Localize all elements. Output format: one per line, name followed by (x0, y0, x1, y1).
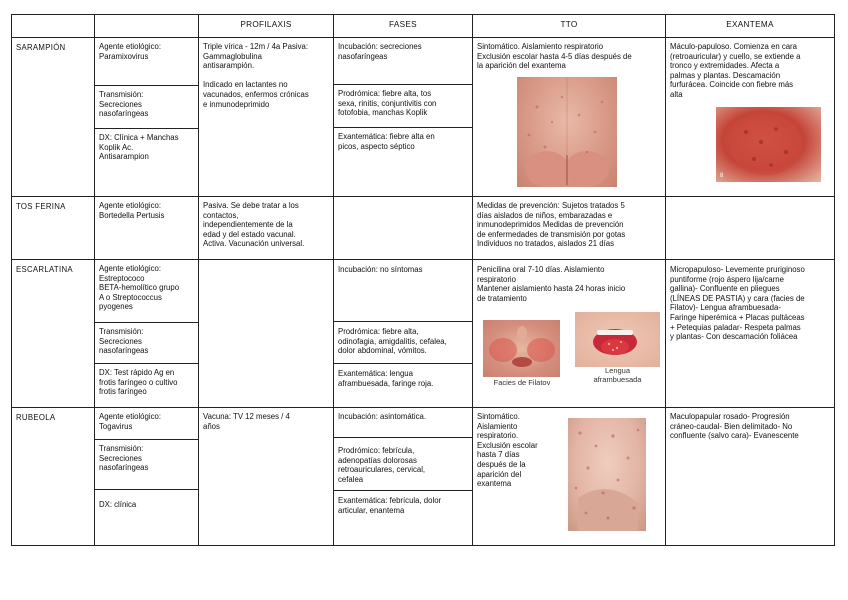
header-fases: FASES (389, 20, 417, 29)
escarlatina-transmision: Transmisión: Secreciones nasofaríngeas (99, 327, 149, 356)
disease-name-escarlatina: ESCARLATINA (16, 265, 73, 274)
rubeola-profilaxis: Vacuna: TV 12 meses / 4 años (203, 412, 290, 431)
rubella-skin-illustration (568, 418, 646, 531)
measles-back-illustration (517, 77, 617, 187)
rubella-skin-photo (568, 418, 646, 531)
measles-face-illustration (716, 107, 821, 182)
disease-name-tos-ferina: TOS FERINA (16, 202, 66, 211)
photo-mark: 8 (720, 173, 724, 179)
tos-ferina-agente: Agente etiológico: Bortedella Pertusis (99, 201, 165, 220)
raspberry-tongue-illustration (575, 312, 660, 367)
tongue-caption: Lengua aframbuesada (593, 366, 642, 384)
disease-name-rubeola: RUBEOLA (16, 413, 56, 422)
sarampion-exantema: Máculo-papuloso. Comienza en cara (retroauricular) y cuello, se extiende a tronco y extremidades. Afecta a palmas y plantas. Descamación furfurácea. Coincide con fiebre más alta (670, 42, 801, 99)
escarlatina-dx: DX: Test rápido Ag en frotis faríngeo o cultivo frotis faríngeo (99, 368, 178, 397)
disease-name-sarampion: SARAMPIÓN (16, 43, 66, 52)
header-profilaxis: PROFILAXIS (240, 20, 292, 29)
sarampion-prodromica: Prodrómica: fiebre alta, tos sexa, rinitis, conjuntivitis con fotofobia, manchas Koplik (338, 89, 437, 118)
sarampion-incubacion: Incubación: secreciones nasofaríngeas (338, 42, 422, 61)
rubeola-dx: DX: clínica (99, 500, 137, 509)
rubeola-transmision: Transmisión: Secreciones nasofaríngeas (99, 444, 149, 473)
escarlatina-exantematica: Exantemática: lengua aframbuesada, faringe roja. (338, 369, 434, 388)
sarampion-transmision: Transmisión: Secreciones nasofaríngeas (99, 90, 149, 119)
sarampion-agente: Agente etiológico: Paramixovirus (99, 42, 161, 61)
sarampion-tto: Sintomático. Aislamiento respiratorio Exclusión escolar hasta 4-5 días después de la aparición del exantema (477, 42, 632, 71)
escarlatina-tto: Penicilina oral 7-10 días. Aislamiento respiratorio Mantener aislamiento hasta 24 horas inicio de tratamiento (477, 265, 626, 303)
rubeola-prodromico: Prodrómico: febrícula, adenopatías dolorosas retroauriculares, cervical, cefalea (338, 446, 426, 484)
rubeola-exantema: Maculopapular rosado- Progresión cráneo-caudal- Bien delimitado- No confluente (salvo cara)- Evanescente (670, 412, 799, 441)
escarlatina-agente: Agente etiológico: Estreptococo BETA-hemolítico grupo A o Streptococcus pyogenes (99, 264, 180, 312)
rubeola-agente: Agente etiológico: Togavirus (99, 412, 161, 431)
tos-ferina-profilaxis: Pasiva. Se debe tratar a los contactos, independientemente de la edad y del estado vacunal. Activa. Vacunación universal. (203, 201, 305, 249)
escarlatina-incubacion: Incubación: no síntomas (338, 265, 423, 274)
raspberry-tongue-photo (575, 312, 660, 367)
rubeola-incubacion: Incubación: asintomática. (338, 412, 426, 421)
filatov-facies-illustration (483, 320, 560, 377)
escarlatina-prodromica: Prodrómica: fiebre alta, odinofagia, amigdalitis, cefalea, dolor abdominal, vómitos. (338, 327, 447, 356)
sarampion-exantematica: Exantemática: fiebre alta en picos, aspecto séptico (338, 132, 435, 151)
filatov-caption: Facies de Filatov (493, 378, 551, 387)
filatov-facies-photo (483, 320, 560, 377)
measles-back-photo (517, 77, 617, 187)
sarampion-dx: DX: Clínica + Manchas Koplik Ac. Antisarampion (99, 133, 179, 162)
header-exantema: EXANTEMA (726, 20, 774, 29)
header-tto: TTO (560, 20, 578, 29)
escarlatina-exantema: Micropapuloso- Levemente pruriginoso puntiforme (rojo áspero lija/carne gallina)- Confluente en pliegues (LÍNEAS DE PASTIA) y cara (facies de Filatov)- Lengua aframbuesada- Faringe hiperémica + Placas pultáceas + Petequias paladar- Respeta palmas y plantas- Con descamación foliácea (670, 265, 805, 342)
measles-face-photo (716, 107, 821, 182)
rubeola-exantematica: Exantemática: febrícula, dolor articular, enantema (338, 496, 442, 515)
rubeola-tto: Sintomático. Aislamiento respiratorio. Exclusión escolar hasta 7 días después de la aparición del exantema (477, 412, 538, 489)
sarampion-profilaxis: Triple vírica - 12m / 4a Pasiva: Gammaglobulina antisarampión. Indicado en lactantes no vacunados, enfermos crónicas e inmunodeprimido (203, 42, 309, 109)
tos-ferina-tto: Medidas de prevención: Sujetos tratados 5 días aislados de niños, embarazadas e inmunodeprimidos Medidas de prevención de enfermedades de transmisión por gotas Individuos no tratados, aislados 21 días (477, 201, 626, 249)
